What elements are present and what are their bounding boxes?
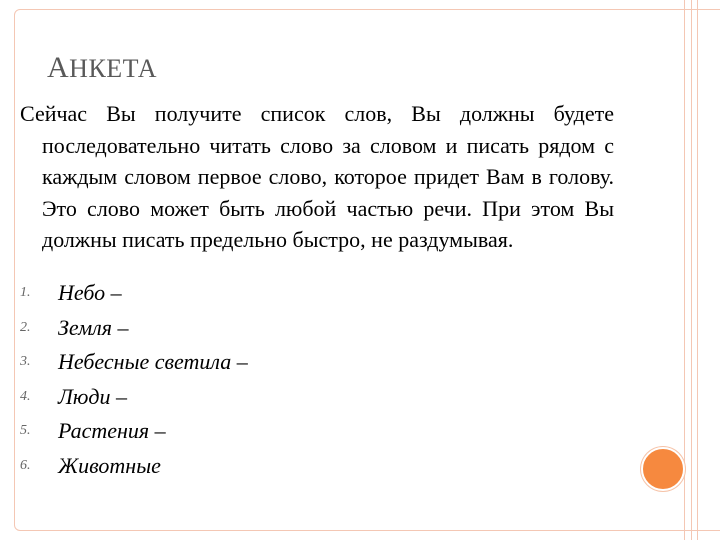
decorative-line [697,0,698,540]
decorative-line [684,0,685,540]
title-first-letter: А [47,51,70,84]
list-item-number: 4. [20,388,31,404]
list-item-word: Земля – [58,314,129,340]
list-item-number: 6. [20,457,31,473]
slide-title [47,52,157,85]
list-item-word: Животные [58,452,161,478]
list-item-number: 3. [20,354,31,369]
list-item-number: 1. [20,285,31,300]
title-rest: НКЕТА [69,54,158,83]
decorative-circle [641,447,685,491]
decorative-line [691,0,692,540]
list-item-word: Растения – [58,418,166,443]
list-item-number: 2. [20,319,31,335]
list-item-number: 5. [20,423,31,438]
list-item-word: Небесные светила – [58,349,248,374]
intro-paragraph: Сейчас Вы получите список слов, Вы должны будете последовательно читать слово за словом и писать рядом с каждым словом первое слово, которое придет Вам в голову. Это слово может быть любой частью речи. При этом Вы должны писать предельно быстро, не раздумывая. [20,101,614,252]
list-item-word: Небо – [58,280,122,305]
list-item-word: Люди – [58,383,128,409]
